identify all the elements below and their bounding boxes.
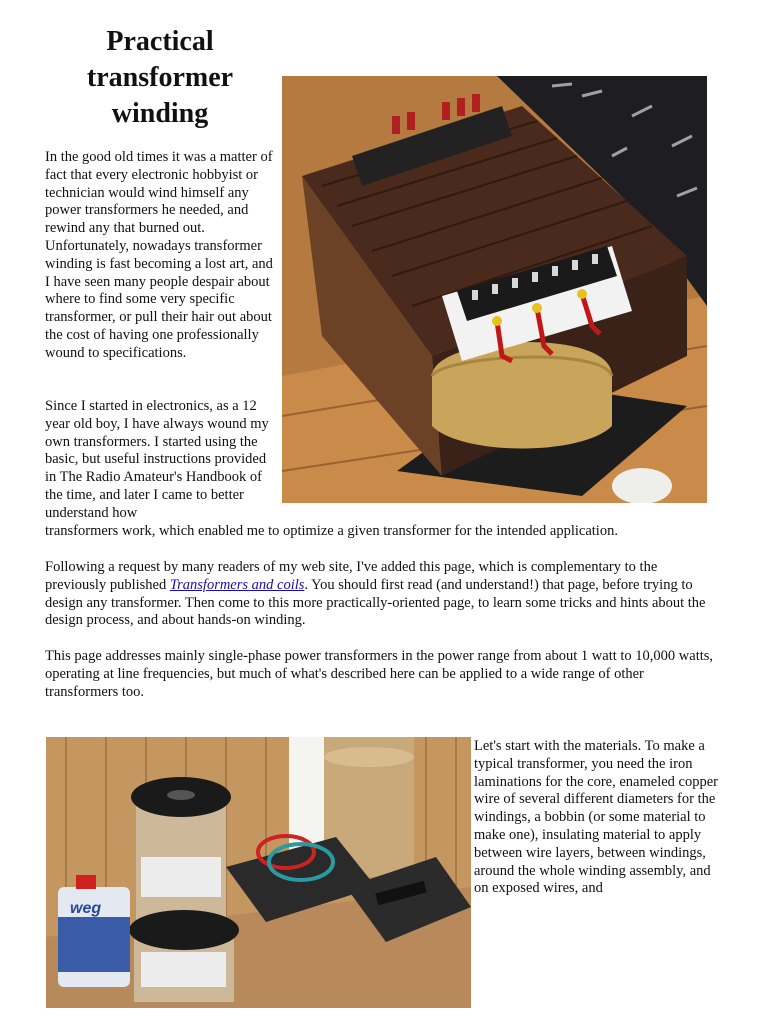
page-title [58,24,262,132]
title-line-1: Practical [106,26,214,57]
transformer-photo [282,76,707,503]
intro-paragraph: In the good old times it was a matter of fact that every electronic hobbyist or technician would wind himself any power transformers he needed, and rewind any that burned out. Unfortunately, nowadays transformer winding is fast becoming a lost art, and I have seen many people despair about where to find some very specific transformer, or pull their hair out about the cost of having one professionally wound to specifications. [45,149,273,361]
materials-photo [46,737,471,1008]
history-paragraph-continued: transformers work, which enabled me to optimize a given transformer for the intended application. [45,523,618,539]
request-text-after: . You should first read (and understand!) that page, before trying to design any transformer. Then come to this more practically-oriented page, to learn some tricks and hints about the design process, and about hands-on winding. [45,576,706,629]
can-label: weg [70,900,102,917]
request-paragraph [45,559,715,630]
request-text-before: Following a request by many readers of my web site, I've added this page, which is complementary to the previously published [45,559,658,593]
transformers-and-coils-link[interactable]: Transformers and coils [169,576,305,593]
scope-paragraph: This page addresses mainly single-phase power transformers in the power range from about 1 watt to 10,000 watts, operating at line frequencies, but much of what's described here can be applied to a wide range of other transformers too. [45,648,714,700]
history-paragraph: Since I started in electronics, as a 12 year old boy, I have always wound my own transformers. I started using the basic, but useful instructions provided in The Radio Amateur's Handbook of the time, and later I came to better understand how [45,398,269,521]
title-line-3: winding [111,98,209,129]
materials-paragraph: Let's start with the materials. To make a typical transformer, you need the iron laminations for the core, enameled copper wire of several different diameters for the windings, a bobbin (or some material to make one), insulating material to apply between wire layers, between windings, around the whole winding assembly, and on exposed wires, and [474,738,718,897]
title-line-2: transformer [86,62,234,93]
